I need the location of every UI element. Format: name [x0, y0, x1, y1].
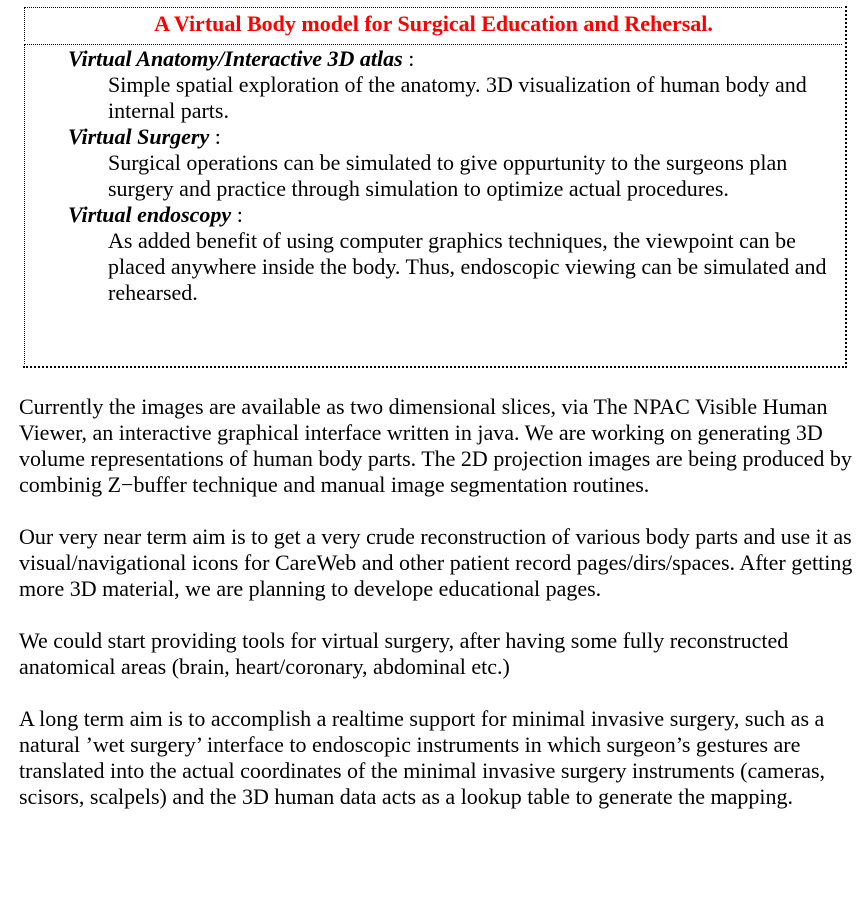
feature-separator: :: [402, 46, 415, 71]
feature-term: Virtual Anatomy/Interactive 3D atlas: [68, 46, 403, 71]
feature-list: [25, 45, 842, 306]
feature-item-virtual-endoscopy: [25, 202, 842, 306]
feature-separator: :: [231, 202, 243, 227]
paragraph-current-status: Currently the images are available as two dimensional slices, via The NPAC Visible Human Viewer, an interactive graphical interface written in java. We are working on generating 3D volume representations of human body parts. The 2D projection images are being produced by combinig Z−buffer technique and manual image segmentation routines.: [19, 394, 852, 497]
feature-heading: [25, 202, 842, 228]
body-text: [19, 394, 859, 836]
feature-heading: [25, 46, 842, 72]
feature-term: Virtual endoscopy: [68, 202, 232, 227]
page-title: A Virtual Body model for Surgical Education and Rehersal.: [154, 11, 713, 36]
feature-heading: [25, 124, 842, 150]
feature-description: Surgical operations can be simulated to give oppurtunity to the surgeons plan surgery and practice through simulation to optimize actual procedures.: [108, 150, 788, 201]
feature-item-virtual-surgery: [25, 124, 842, 202]
feature-list-cell: [24, 44, 842, 364]
feature-item-virtual-anatomy: [25, 46, 842, 124]
feature-description: Simple spatial exploration of the anatomy. 3D visualization of human body and internal parts.: [108, 72, 807, 123]
title-cell: [24, 7, 842, 41]
paragraph-virtual-surgery-tools: We could start providing tools for virtual surgery, after having some fully reconstructed anatomical areas (brain, heart/coronary, abdominal etc.): [19, 628, 789, 679]
paragraph-long-term-aim: A long term aim is to accomplish a realtime support for minimal invasive surgery, such as a natural ’wet surgery’ interface to endoscopic instruments in which surgeon’s gestures are translated into the actual coordinates of the minimal invasive surgery instruments (cameras, scisors, scalpels) and the 3D human data acts as a lookup table to generate the mapping.: [19, 706, 826, 809]
feature-term: Virtual Surgery: [68, 124, 210, 149]
feature-table: [23, 6, 847, 368]
feature-separator: :: [209, 124, 221, 149]
paragraph-near-term-aim: Our very near term aim is to get a very crude reconstruction of various body parts and use it as visual/navigational icons for CareWeb and other patient record pages/dirs/spaces. After getting more 3D material, we are planning to develope educational pages.: [19, 524, 853, 601]
feature-description: As added benefit of using computer graphics techniques, the viewpoint can be placed anywhere inside the body. Thus, endoscopic viewing can be simulated and rehearsed.: [108, 228, 827, 305]
